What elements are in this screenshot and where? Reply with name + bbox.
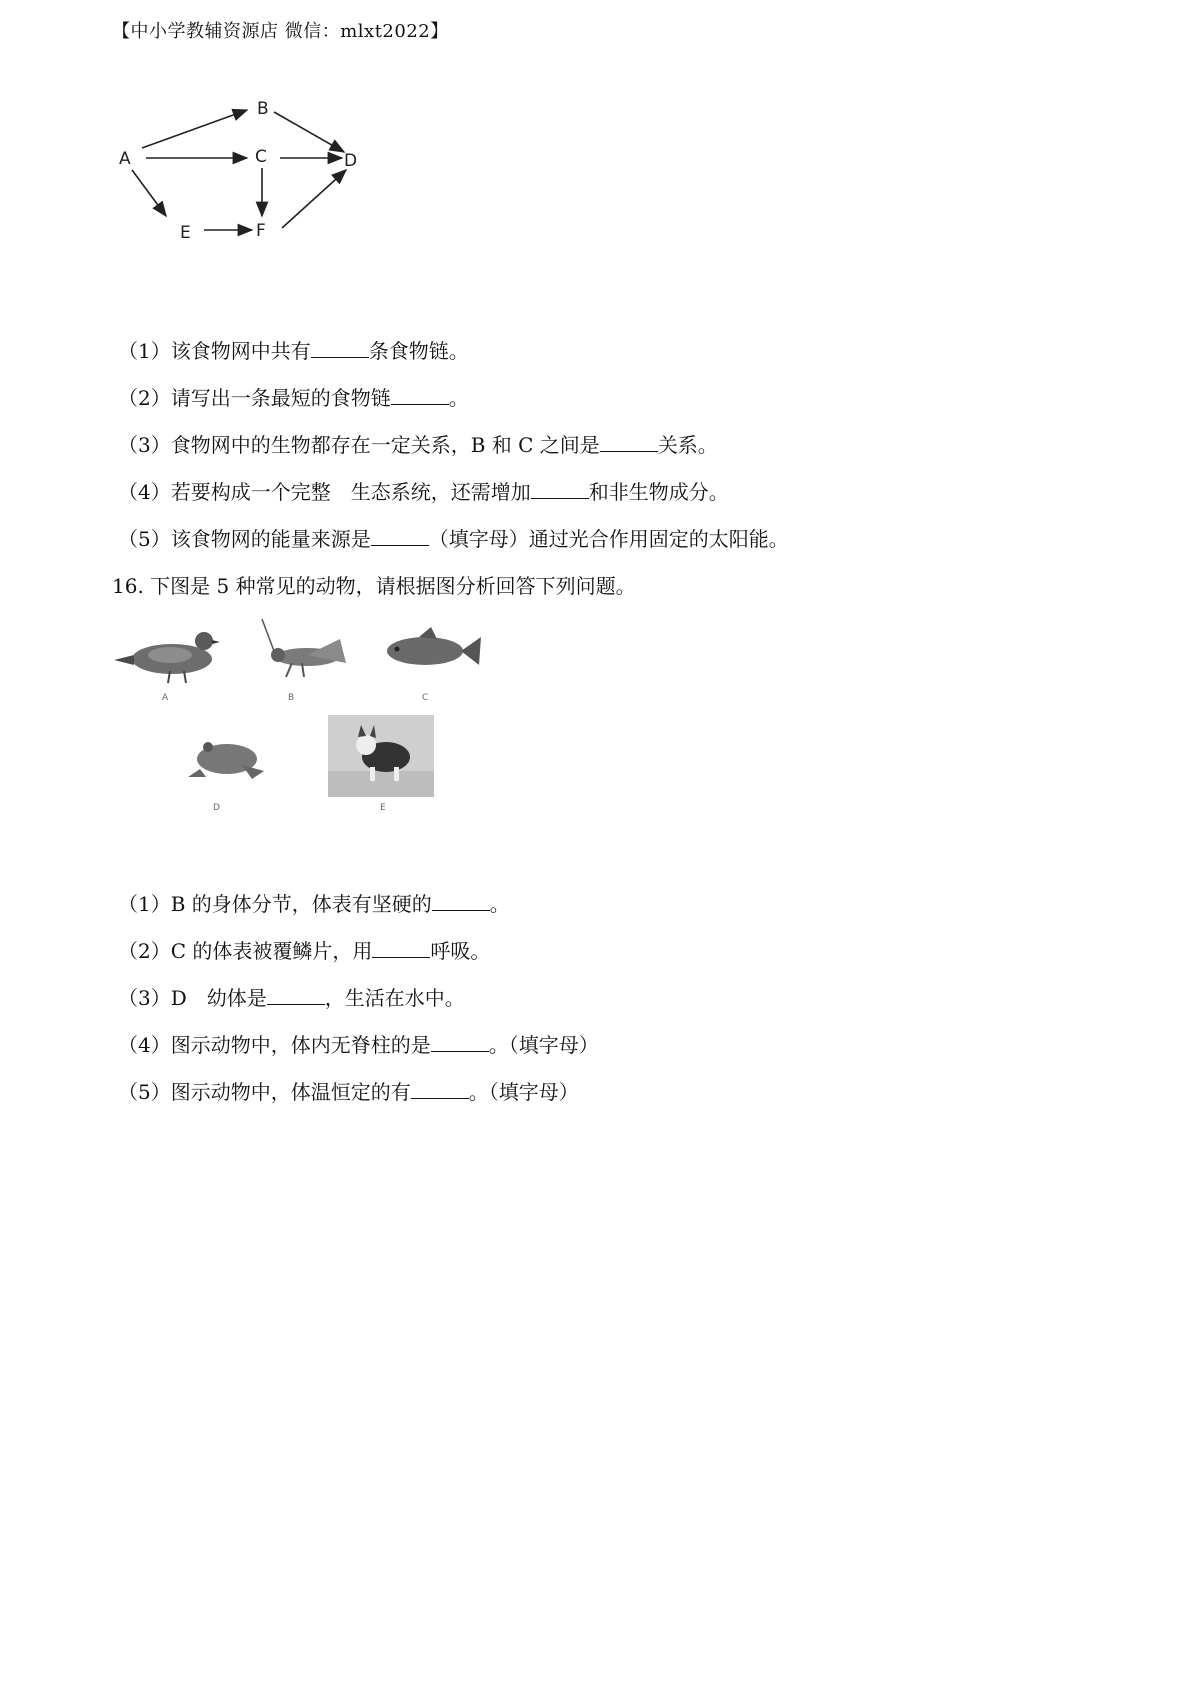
animal-label: D (213, 803, 220, 813)
part-text: 该食物网的能量来源是 (170, 527, 371, 551)
part-text: ，生活在水中。 (324, 986, 465, 1010)
node-b: B (257, 99, 269, 119)
part-label: （5） (118, 1080, 171, 1104)
part-text: 食物网中的生物都存在一定关系，B 和 C 之间是 (170, 433, 600, 457)
part-label: （3） (118, 986, 171, 1010)
question-text: 下图是 5 种常见的动物，请根据图分析回答下列问题。 (150, 574, 636, 598)
q16-part-4 (118, 1032, 599, 1058)
arrow-f-d (282, 170, 346, 228)
animal-figure (110, 615, 530, 830)
part-text: 关系。 (657, 433, 718, 457)
part-text: 图示动物中，体温恒定的有 (170, 1080, 411, 1104)
animal-label: B (288, 693, 295, 703)
q15-part-4 (118, 479, 729, 505)
part-text: 请写出一条最短的食物链 (170, 386, 391, 410)
arrow-b-d (274, 112, 344, 152)
part-label: （4） (118, 480, 171, 504)
node-f: F (256, 221, 266, 241)
node-e: E (180, 223, 191, 243)
dog-icon (328, 715, 434, 797)
animal-label: E (380, 803, 386, 813)
q16-part-2 (118, 938, 490, 964)
q15-part-1 (118, 338, 469, 364)
pigeon-icon (110, 615, 230, 690)
part-text: C 的体表被覆鳞片，用 (170, 939, 373, 963)
animal-label: C (422, 693, 429, 703)
page-header: 【中小学教辅资源店 微信：mlxt2022】 (112, 21, 449, 42)
part-text: D 幼体是 (170, 986, 267, 1010)
q16-part-1 (118, 891, 510, 917)
frog-icon (182, 725, 272, 785)
answer-blank[interactable] (372, 939, 430, 958)
part-text: 图示动物中，体内无脊柱的是 (170, 1033, 431, 1057)
answer-blank[interactable] (531, 480, 589, 499)
part-label: （1） (118, 339, 171, 363)
answer-blank[interactable] (391, 386, 449, 405)
arrow-a-e (132, 170, 166, 216)
part-text: 呼吸。 (430, 939, 491, 963)
grasshopper-icon (252, 615, 362, 685)
answer-blank[interactable] (600, 433, 658, 452)
part-label: （1） (118, 892, 171, 916)
food-web-diagram (112, 96, 412, 268)
part-text: 条食物链。 (368, 339, 469, 363)
part-text: 若要构成一个完整 生态系统，还需增加 (170, 480, 531, 504)
animal-label: A (162, 693, 169, 703)
part-text: 。（填字母） (488, 1033, 599, 1057)
part-label: （5） (118, 527, 171, 551)
arrow-a-b (142, 110, 247, 148)
answer-blank[interactable] (431, 1033, 489, 1052)
part-text: 。 (489, 892, 510, 916)
q16-part-5 (118, 1079, 579, 1105)
node-c: C (255, 147, 267, 167)
q16-part-3 (118, 985, 465, 1011)
q15-part-3 (118, 432, 718, 458)
answer-blank[interactable] (311, 339, 369, 358)
food-web-svg (112, 96, 412, 268)
question-number: 16. (112, 574, 144, 598)
answer-blank[interactable] (411, 1080, 469, 1099)
part-text: 。 (448, 386, 469, 410)
node-a: A (119, 149, 131, 169)
part-label: （4） (118, 1033, 171, 1057)
part-label: （2） (118, 386, 171, 410)
fish-icon (375, 623, 485, 678)
answer-blank[interactable] (432, 892, 490, 911)
q15-part-2 (118, 385, 469, 411)
part-text: B 的身体分节，体表有坚硬的 (170, 892, 432, 916)
q15-part-5 (118, 526, 789, 552)
part-label: （2） (118, 939, 171, 963)
part-text: 该食物网中共有 (170, 339, 311, 363)
node-d: D (344, 151, 358, 171)
answer-blank[interactable] (267, 986, 325, 1005)
part-text: 。（填字母） (468, 1080, 579, 1104)
answer-blank[interactable] (371, 527, 429, 546)
part-text: （填字母）通过光合作用固定的太阳能。 (428, 527, 789, 551)
part-label: （3） (118, 433, 171, 457)
part-text: 和非生物成分。 (588, 480, 729, 504)
question-16 (112, 573, 636, 599)
